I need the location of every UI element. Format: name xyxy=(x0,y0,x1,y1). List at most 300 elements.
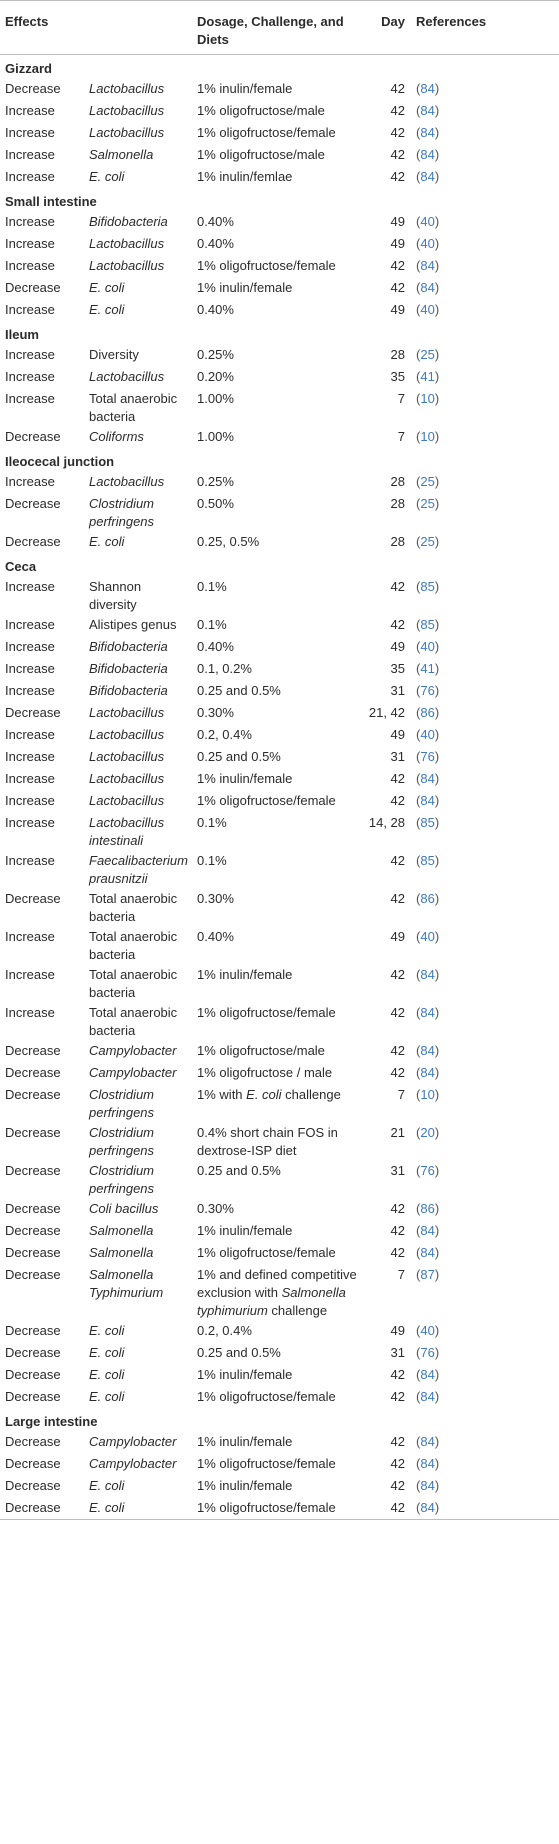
reference-link[interactable]: 25 xyxy=(420,496,435,511)
day-cell: 42 xyxy=(390,1043,406,1058)
reference-cell: (84) xyxy=(416,280,440,295)
organism-cell: Salmonella Typhimurium xyxy=(89,1267,164,1300)
effect-cell: Decrease xyxy=(5,1267,61,1282)
organism-cell: Bifidobacteria xyxy=(89,661,168,676)
reference-link[interactable]: 84 xyxy=(420,1434,435,1449)
reference-link[interactable]: 84 xyxy=(420,280,435,295)
reference-link[interactable]: 84 xyxy=(420,147,435,162)
organism-cell: Bifidobacteria xyxy=(89,683,168,698)
effect-cell: Increase xyxy=(5,236,55,251)
reference-link[interactable]: 84 xyxy=(420,793,435,808)
reference-link[interactable]: 76 xyxy=(420,749,435,764)
reference-link[interactable]: 40 xyxy=(420,1323,435,1338)
dosage-cell: 0.40% xyxy=(197,929,234,944)
effect-cell: Increase xyxy=(5,929,55,944)
organism-cell: Coli bacillus xyxy=(89,1201,159,1216)
reference-link[interactable]: 87 xyxy=(420,1267,435,1282)
table-row xyxy=(0,1475,559,1497)
dosage-cell: 0.25% xyxy=(197,474,234,489)
day-cell: 42 xyxy=(390,1478,406,1493)
section-header-row xyxy=(0,321,559,344)
day-cell: 42 xyxy=(390,1223,406,1238)
reference-link[interactable]: 76 xyxy=(420,1345,435,1360)
effect-cell: Decrease xyxy=(5,1163,61,1178)
table-row xyxy=(0,1342,559,1364)
table-row xyxy=(0,1002,559,1040)
effect-cell: Increase xyxy=(5,1005,55,1020)
effect-cell: Increase xyxy=(5,369,55,384)
dosage-cell: 1% with E. coli challenge xyxy=(197,1087,341,1102)
reference-cell: (87) xyxy=(416,1267,440,1282)
organism-cell: Clostridium perfringens xyxy=(89,1163,155,1196)
reference-cell: (86) xyxy=(416,1201,440,1216)
reference-cell: (84) xyxy=(416,258,440,273)
dosage-cell: 1% oligofructose/female xyxy=(197,125,336,140)
day-cell: 49 xyxy=(390,236,406,251)
day-cell: 49 xyxy=(390,639,406,654)
reference-link[interactable]: 20 xyxy=(420,1125,435,1140)
table-row xyxy=(0,812,559,850)
day-cell: 42 xyxy=(390,1367,406,1382)
organism-cell: Bifidobacteria xyxy=(89,214,168,229)
reference-link[interactable]: 40 xyxy=(420,236,435,251)
header-dosage: Dosage, Challenge, and Diets xyxy=(192,1,363,55)
organism-cell: Lactobacillus xyxy=(89,81,165,96)
effect-cell: Decrease xyxy=(5,1125,61,1140)
reference-cell: (84) xyxy=(416,1245,440,1260)
organism-cell: Salmonella xyxy=(89,1223,154,1238)
table-row xyxy=(0,144,559,166)
organism-cell: Lactobacillus intestinali xyxy=(89,815,165,848)
dosage-cell: 0.25% xyxy=(197,347,234,362)
dosage-cell: 0.30% xyxy=(197,705,234,720)
effect-cell: Increase xyxy=(5,302,55,317)
dosage-cell: 1% oligofructose/female xyxy=(197,793,336,808)
table-row xyxy=(0,1453,559,1475)
day-cell: 28 xyxy=(390,347,406,362)
organism-cell: Diversity xyxy=(89,347,139,362)
effect-cell: Decrease xyxy=(5,534,61,549)
day-cell: 35 xyxy=(390,661,406,676)
reference-link[interactable]: 40 xyxy=(420,214,435,229)
dosage-cell: 1% and defined competitive exclusion with Salmonella typhimurium challenge xyxy=(197,1267,357,1318)
reference-link[interactable]: 40 xyxy=(420,639,435,654)
dosage-cell: 1% oligofructose/female xyxy=(197,1456,336,1471)
organism-cell: Total anaerobic bacteria xyxy=(89,891,178,924)
table-row xyxy=(0,344,559,366)
reference-link[interactable]: 84 xyxy=(420,1389,435,1404)
dosage-cell: 0.40% xyxy=(197,639,234,654)
day-cell: 42 xyxy=(363,1497,411,1520)
day-cell: 42 xyxy=(390,258,406,273)
dosage-cell: 0.40% xyxy=(197,302,234,317)
effect-cell: Increase xyxy=(5,347,55,362)
table-row xyxy=(0,790,559,812)
reference-cell: (84) xyxy=(416,1478,440,1493)
organism-cell: Lactobacillus xyxy=(89,103,165,118)
reference-link[interactable]: 84 xyxy=(420,103,435,118)
reference-link[interactable]: 84 xyxy=(420,1478,435,1493)
reference-cell: (84) xyxy=(416,1005,440,1020)
effect-cell: Increase xyxy=(5,771,55,786)
section-title: Large intestine xyxy=(5,1414,98,1429)
reference-cell: (76) xyxy=(416,1163,440,1178)
header-effects: Effects xyxy=(0,1,192,55)
day-cell: 42 xyxy=(390,81,406,96)
organism-cell: Lactobacillus xyxy=(89,705,165,720)
reference-link[interactable]: 84 xyxy=(420,1043,435,1058)
table-row xyxy=(0,366,559,388)
day-cell: 49 xyxy=(390,1323,406,1338)
reference-link[interactable]: 40 xyxy=(420,929,435,944)
reference-cell: (86) xyxy=(416,705,440,720)
reference-cell: (84) xyxy=(416,771,440,786)
reference-cell: (85) xyxy=(416,579,440,594)
dosage-cell: 0.40% xyxy=(197,214,234,229)
dosage-cell: 0.1% xyxy=(197,853,227,868)
organism-cell: E. coli xyxy=(89,1345,125,1360)
reference-link[interactable]: 10 xyxy=(420,391,435,406)
reference-cell: (84) xyxy=(416,1434,440,1449)
day-cell: 42 xyxy=(390,853,406,868)
effect-cell: Increase xyxy=(5,815,55,830)
effect-cell: Decrease xyxy=(5,1367,61,1382)
effect-cell: Decrease xyxy=(5,81,61,96)
effect-cell: Decrease xyxy=(5,496,61,511)
table-row xyxy=(0,1364,559,1386)
reference-cell: (84) xyxy=(416,169,440,184)
effect-cell: Decrease xyxy=(5,1389,61,1404)
effect-cell: Increase xyxy=(5,727,55,742)
dosage-cell: 0.1% xyxy=(197,579,227,594)
effect-cell: Increase xyxy=(5,639,55,654)
section-title: Ileum xyxy=(5,327,39,342)
dosage-cell: 0.25 and 0.5% xyxy=(197,683,281,698)
table-row xyxy=(0,1264,559,1320)
table-row xyxy=(0,1198,559,1220)
effect-cell: Decrease xyxy=(0,1497,84,1520)
effect-cell: Increase xyxy=(5,258,55,273)
organism-cell: Clostridium perfringens xyxy=(89,1087,155,1120)
reference-link[interactable]: 41 xyxy=(420,369,435,384)
dosage-cell: 0.25, 0.5% xyxy=(197,534,260,549)
reference-cell: (85) xyxy=(416,617,440,632)
organism-cell: Lactobacillus xyxy=(89,474,165,489)
reference-cell: (25) xyxy=(416,534,440,549)
day-cell: 42 xyxy=(390,1065,406,1080)
day-cell: 31 xyxy=(390,1345,406,1360)
table-row xyxy=(0,658,559,680)
effect-cell: Decrease xyxy=(5,1223,61,1238)
organism-cell: Campylobacter xyxy=(89,1065,177,1080)
dosage-cell: 1% inulin/female xyxy=(197,771,293,786)
section-header-row xyxy=(0,188,559,211)
table-row xyxy=(0,768,559,790)
reference-link[interactable]: 84 xyxy=(420,1005,435,1020)
reference-link[interactable]: 84 xyxy=(420,1367,435,1382)
reference-link[interactable]: 76 xyxy=(420,1163,435,1178)
reference-link[interactable]: 84 xyxy=(420,1500,435,1515)
reference-link[interactable]: 25 xyxy=(420,474,435,489)
dosage-cell: 0.50% xyxy=(197,496,234,511)
dosage-cell: 0.25 and 0.5% xyxy=(197,1345,281,1360)
reference-cell: (85) xyxy=(416,815,440,830)
table-row xyxy=(0,724,559,746)
reference-cell: (84) xyxy=(416,1367,440,1382)
table-row xyxy=(0,493,559,531)
effect-cell: Increase xyxy=(5,125,55,140)
table-row xyxy=(0,888,559,926)
reference-cell: (25) xyxy=(416,496,440,511)
effect-cell: Decrease xyxy=(5,1043,61,1058)
organism-cell: Lactobacillus xyxy=(89,258,165,273)
table-row xyxy=(0,1160,559,1198)
effect-cell: Decrease xyxy=(5,705,61,720)
organism-cell: E. coli xyxy=(89,1389,125,1404)
effect-cell: Decrease xyxy=(5,280,61,295)
dosage-cell: 1% inulin/female xyxy=(197,1223,293,1238)
dosage-cell: 1% oligofructose/female xyxy=(197,1005,336,1020)
organism-cell: Faecalibacterium prausnitzii xyxy=(89,853,188,886)
reference-link[interactable]: 76 xyxy=(420,683,435,698)
table-row xyxy=(0,702,559,724)
organism-cell: Bifidobacteria xyxy=(89,639,168,654)
reference-cell: (41) xyxy=(416,661,440,676)
effect-cell: Increase xyxy=(5,661,55,676)
day-cell: 42 xyxy=(390,1245,406,1260)
dosage-cell: 1% oligofructose/female xyxy=(197,1245,336,1260)
effect-cell: Increase xyxy=(5,793,55,808)
table-row xyxy=(0,1062,559,1084)
table-row xyxy=(0,426,559,448)
effect-cell: Increase xyxy=(5,169,55,184)
table-row xyxy=(0,1122,559,1160)
section-title: Small intestine xyxy=(5,194,97,209)
organism-cell: E. coli xyxy=(89,1323,125,1338)
table-header-row xyxy=(0,1,559,55)
organism-cell: Lactobacillus xyxy=(89,771,165,786)
effect-cell: Decrease xyxy=(5,1323,61,1338)
section-title: Ileocecal junction xyxy=(5,454,115,469)
reference-link[interactable]: 86 xyxy=(420,705,435,720)
dosage-cell: 1% inulin/female xyxy=(197,1478,293,1493)
dosage-cell: 0.1% xyxy=(197,617,227,632)
effect-cell: Decrease xyxy=(5,1201,61,1216)
table-row xyxy=(0,122,559,144)
organism-cell: E. coli xyxy=(89,169,125,184)
day-cell: 42 xyxy=(390,579,406,594)
table-row xyxy=(0,299,559,321)
reference-link[interactable]: 10 xyxy=(420,1087,435,1102)
reference-link[interactable]: 86 xyxy=(420,891,435,906)
section-header-row xyxy=(0,55,559,79)
effect-cell: Increase xyxy=(5,147,55,162)
day-cell: 42 xyxy=(390,280,406,295)
reference-cell: (84) xyxy=(416,1456,440,1471)
effect-cell: Decrease xyxy=(5,1345,61,1360)
dosage-cell: 0.1% xyxy=(197,815,227,830)
day-cell: 21, 42 xyxy=(368,705,406,720)
section-header-row xyxy=(0,1408,559,1431)
dosage-cell: 0.1, 0.2% xyxy=(197,661,252,676)
organism-cell: Lactobacillus xyxy=(89,236,165,251)
effect-cell: Decrease xyxy=(5,1456,61,1471)
day-cell: 42 xyxy=(390,103,406,118)
reference-link[interactable]: 40 xyxy=(420,302,435,317)
dosage-cell: 0.2, 0.4% xyxy=(197,727,252,742)
organism-cell: Lactobacillus xyxy=(89,125,165,140)
dosage-cell: 0.40% xyxy=(197,236,234,251)
organism-cell: Lactobacillus xyxy=(89,749,165,764)
effect-cell: Decrease xyxy=(5,1434,61,1449)
organism-cell: E. coli xyxy=(89,280,125,295)
dosage-cell: 1% oligofructose/female xyxy=(192,1497,363,1520)
effect-cell: Decrease xyxy=(5,429,61,444)
reference-link[interactable]: 84 xyxy=(420,258,435,273)
table-row xyxy=(0,166,559,188)
table-row xyxy=(0,1084,559,1122)
reference-link[interactable]: 85 xyxy=(420,815,435,830)
day-cell: 35 xyxy=(390,369,406,384)
day-cell: 7 xyxy=(397,429,406,444)
table-row xyxy=(0,233,559,255)
dosage-cell: 0.30% xyxy=(197,1201,234,1216)
effect-cell: Increase xyxy=(5,853,55,868)
organism-cell: Lactobacillus xyxy=(89,727,165,742)
day-cell: 42 xyxy=(390,1456,406,1471)
reference-cell: (84) xyxy=(416,793,440,808)
reference-cell: (76) xyxy=(416,683,440,698)
organism-cell: Clostridium perfringens xyxy=(89,1125,155,1158)
table-row xyxy=(0,614,559,636)
reference-link[interactable]: 86 xyxy=(420,1201,435,1216)
day-cell: 7 xyxy=(397,391,406,406)
day-cell: 42 xyxy=(390,1005,406,1020)
effect-cell: Increase xyxy=(5,967,55,982)
table-row xyxy=(0,926,559,964)
effect-cell: Decrease xyxy=(5,1065,61,1080)
reference-link[interactable]: 84 xyxy=(420,125,435,140)
table-row xyxy=(0,78,559,100)
reference-link[interactable]: 84 xyxy=(420,1456,435,1471)
dosage-cell: 1.00% xyxy=(197,391,234,406)
organism-cell: Coliforms xyxy=(89,429,144,444)
reference-cell: (41) xyxy=(416,369,440,384)
reference-link[interactable]: 85 xyxy=(420,579,435,594)
reference-link[interactable]: 25 xyxy=(420,347,435,362)
reference-link[interactable]: 84 xyxy=(420,81,435,96)
day-cell: 42 xyxy=(390,891,406,906)
reference-cell: (86) xyxy=(416,891,440,906)
dosage-cell: 1% oligofructose/female xyxy=(197,258,336,273)
day-cell: 42 xyxy=(390,967,406,982)
organism-cell: Total anaerobic bacteria xyxy=(89,967,178,1000)
reference-link[interactable]: 85 xyxy=(420,617,435,632)
day-cell: 49 xyxy=(390,727,406,742)
dosage-cell: 0.4% short chain FOS in dextrose-ISP diet xyxy=(197,1125,338,1158)
reference-link[interactable]: 25 xyxy=(420,534,435,549)
table-row xyxy=(0,850,559,888)
reference-cell: (84) xyxy=(416,103,440,118)
dosage-cell: 1% inulin/female xyxy=(197,967,293,982)
dosage-cell: 0.2, 0.4% xyxy=(197,1323,252,1338)
reference-link[interactable]: 10 xyxy=(420,429,435,444)
organism-cell: Campylobacter xyxy=(89,1043,177,1058)
reference-cell: (84) xyxy=(416,1223,440,1238)
dosage-cell: 0.30% xyxy=(197,891,234,906)
reference-cell: (84) xyxy=(416,967,440,982)
reference-link[interactable]: 84 xyxy=(420,967,435,982)
day-cell: 42 xyxy=(390,1201,406,1216)
table-row xyxy=(0,680,559,702)
organism-cell: Total anaerobic bacteria xyxy=(89,1005,178,1038)
day-cell: 42 xyxy=(390,617,406,632)
reference-link[interactable]: 84 xyxy=(420,1223,435,1238)
reference-cell: (25) xyxy=(416,347,440,362)
dosage-cell: 1% oligofructose/male xyxy=(197,103,325,118)
dosage-cell: 1% inulin/female xyxy=(197,1434,293,1449)
effect-cell: Decrease xyxy=(5,1478,61,1493)
effect-cell: Increase xyxy=(5,391,55,406)
reference-cell: (85) xyxy=(416,853,440,868)
day-cell: 49 xyxy=(390,929,406,944)
reference-cell: (10) xyxy=(416,1087,440,1102)
table-row xyxy=(0,1320,559,1342)
day-cell: 21 xyxy=(390,1125,406,1140)
effect-cell: Increase xyxy=(5,214,55,229)
day-cell: 28 xyxy=(390,534,406,549)
reference-link[interactable]: 40 xyxy=(420,727,435,742)
day-cell: 28 xyxy=(390,474,406,489)
reference-link[interactable]: 85 xyxy=(420,853,435,868)
effect-cell: Increase xyxy=(5,579,55,594)
reference-cell: (40) xyxy=(416,639,440,654)
organism-cell: Lactobacillus xyxy=(89,369,165,384)
effect-cell: Increase xyxy=(5,103,55,118)
dosage-cell: 1% inulin/female xyxy=(197,81,293,96)
organism-cell: E. coli xyxy=(89,1367,125,1382)
reference-cell: (40) xyxy=(416,214,440,229)
table-row xyxy=(0,471,559,493)
section-header-row xyxy=(0,448,559,471)
reference-link[interactable]: 84 xyxy=(420,169,435,184)
reference-cell: (84) xyxy=(416,1065,440,1080)
organism-cell: Salmonella xyxy=(89,1245,154,1260)
organism-cell: Total anaerobic bacteria xyxy=(89,929,178,962)
table-row xyxy=(0,1242,559,1264)
reference-cell: (40) xyxy=(416,1323,440,1338)
reference-cell: (84) xyxy=(416,81,440,96)
organism-cell: E. coli xyxy=(89,534,125,549)
dosage-cell: 1% oligofructose/male xyxy=(197,1043,325,1058)
day-cell: 31 xyxy=(390,1163,406,1178)
day-cell: 42 xyxy=(390,1389,406,1404)
reference-link[interactable]: 41 xyxy=(420,661,435,676)
table-row xyxy=(0,964,559,1002)
organism-cell: Shannon diversity xyxy=(89,579,142,612)
day-cell: 42 xyxy=(390,169,406,184)
reference-cell: (40) xyxy=(416,727,440,742)
effect-cell: Increase xyxy=(5,617,55,632)
table-row xyxy=(0,636,559,658)
reference-cell: (40) xyxy=(416,302,440,317)
day-cell: 42 xyxy=(390,147,406,162)
reference-link[interactable]: 84 xyxy=(420,1065,435,1080)
reference-link[interactable]: 84 xyxy=(420,1245,435,1260)
section-title: Gizzard xyxy=(5,61,52,76)
reference-link[interactable]: 84 xyxy=(420,771,435,786)
dosage-cell: 1% inulin/female xyxy=(197,280,293,295)
